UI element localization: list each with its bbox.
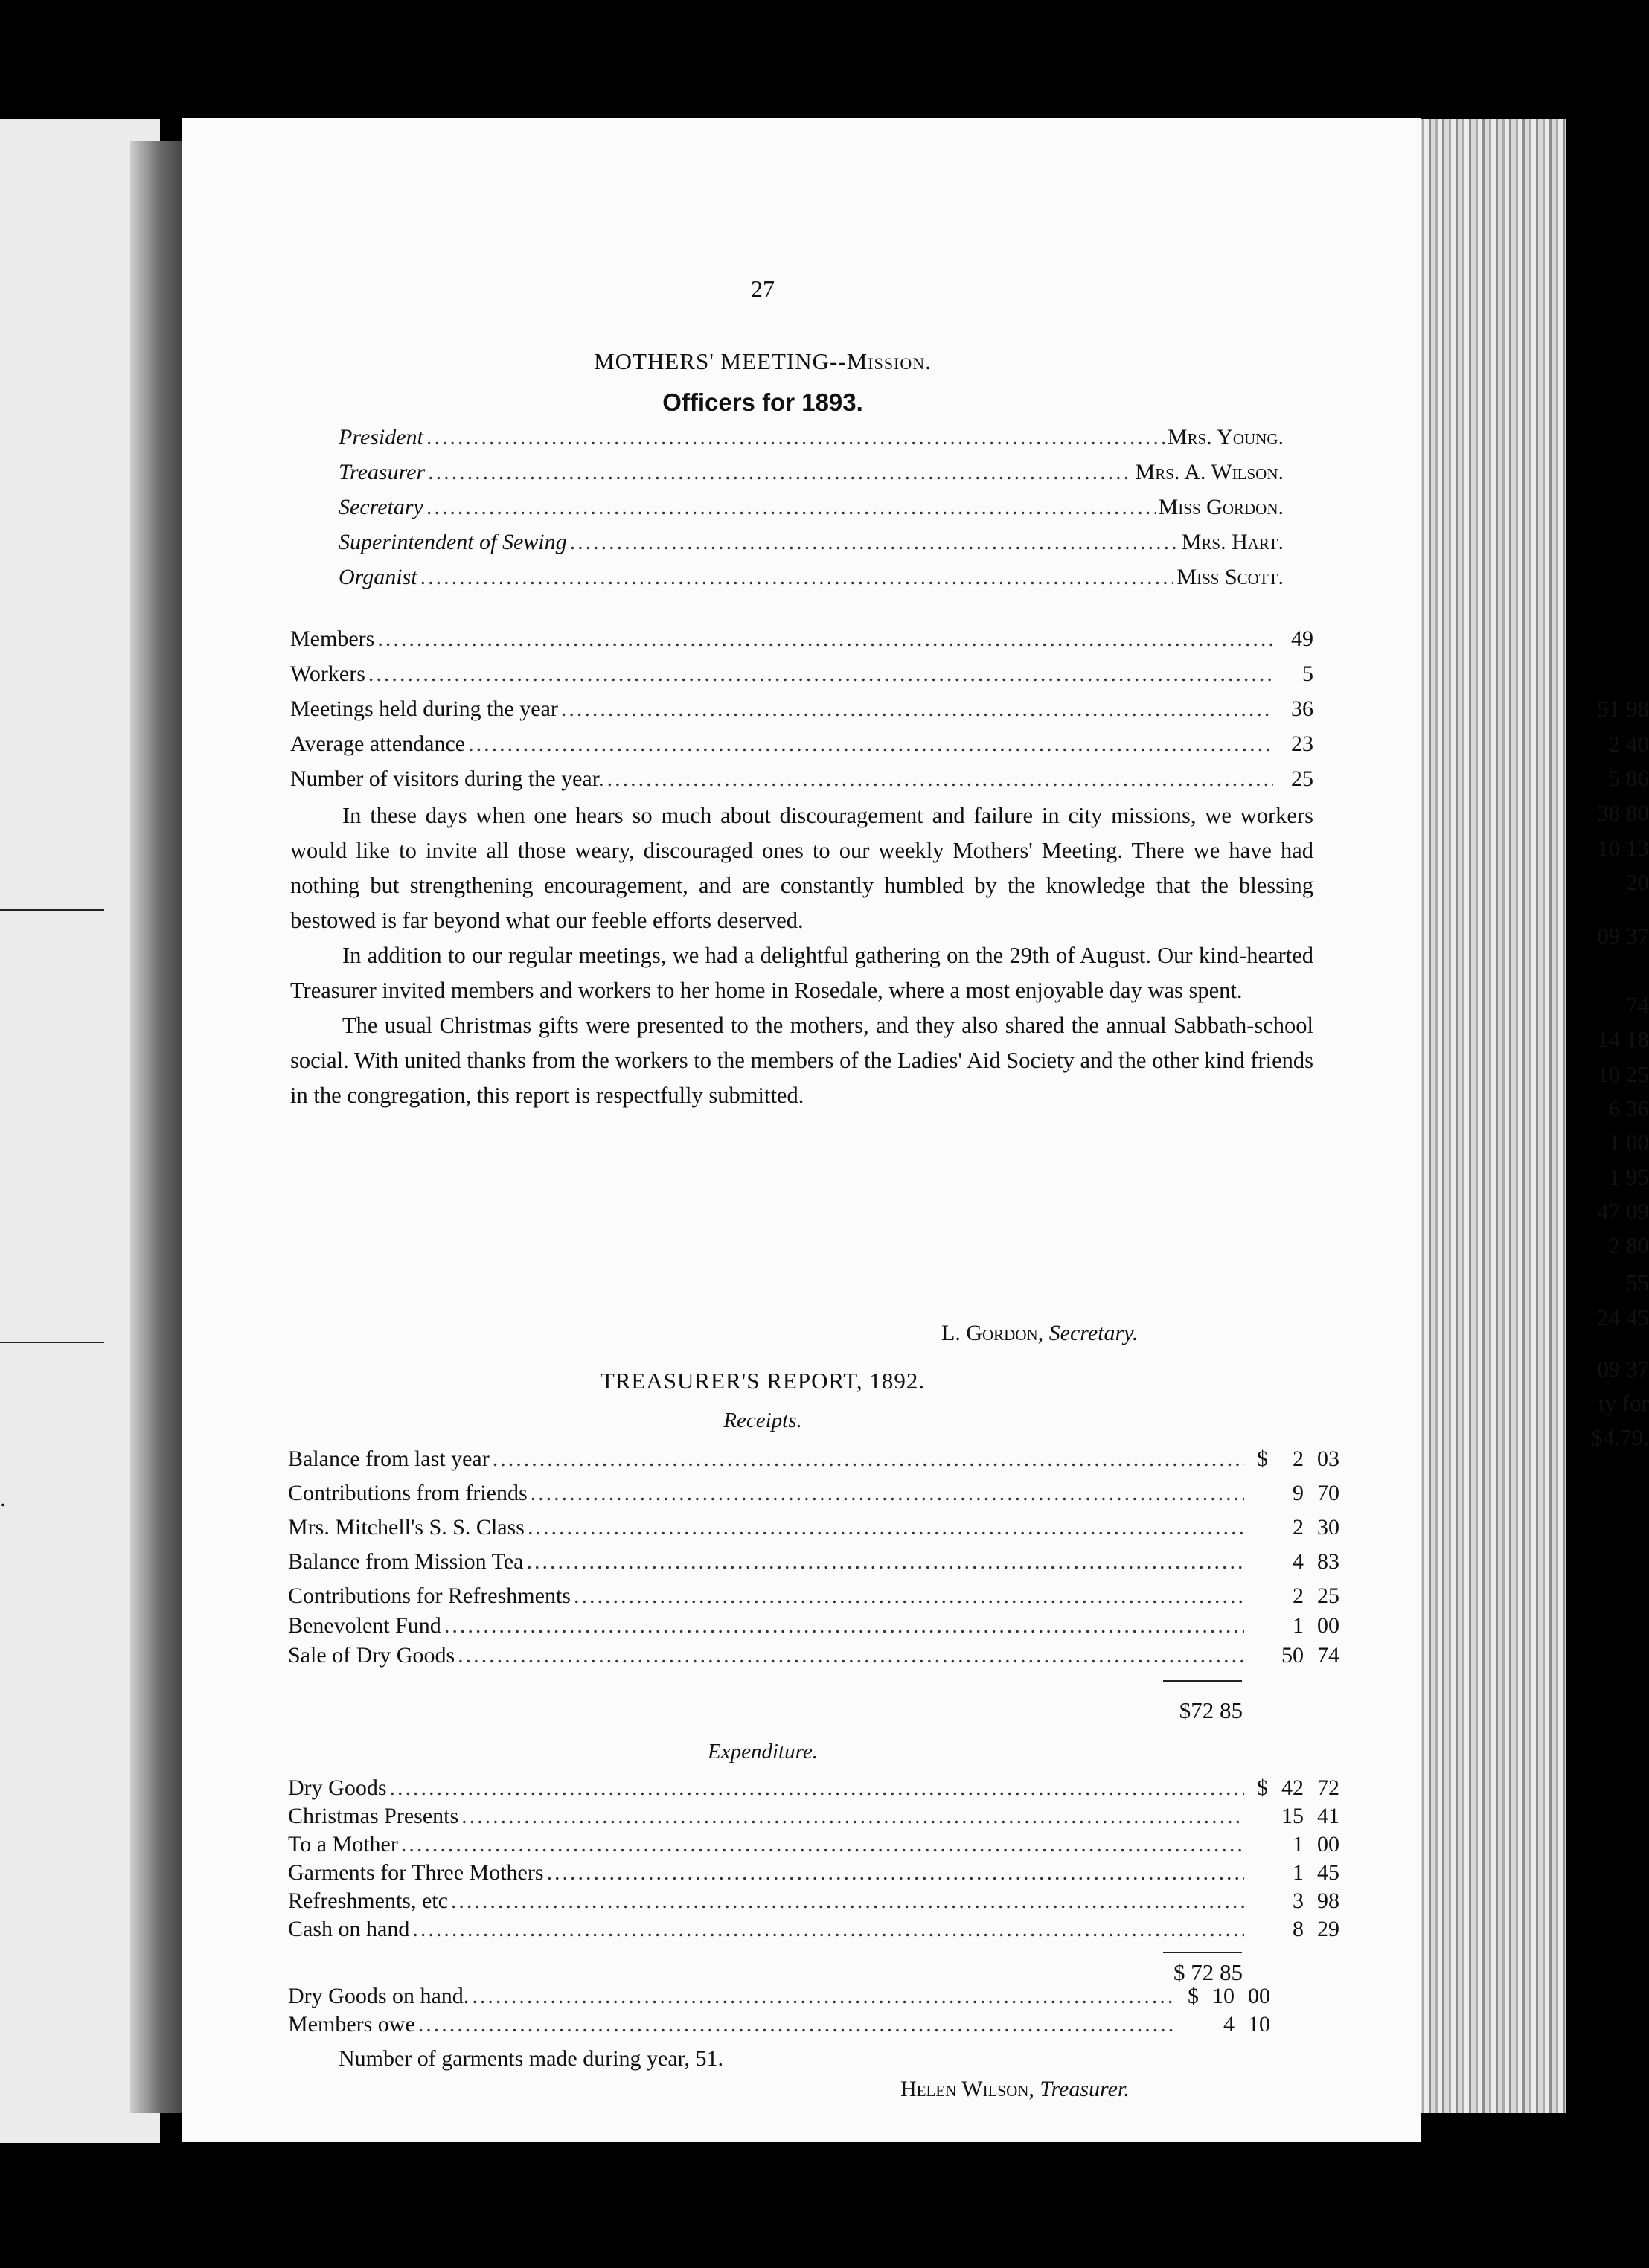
on-hand-label: Dry Goods on hand.: [288, 1984, 470, 2008]
expenditure-dollars: 1: [1293, 1860, 1304, 1885]
left-page-row: $4.79.: [1591, 1424, 1649, 1450]
stat-label: Meetings held during the year: [290, 696, 558, 721]
on-hand-dollars: 4: [1223, 2012, 1235, 2037]
stat-row: [290, 766, 1313, 792]
on-hand-cents: 10: [1248, 2012, 1270, 2037]
officer-row: [339, 530, 1284, 555]
expenditure-dollars: 42: [1281, 1775, 1304, 1800]
receipts-total-rule: [1163, 1680, 1242, 1682]
expenditure-cents: 45: [1317, 1860, 1339, 1885]
stat-label: Number of visitors during the year.: [290, 766, 604, 791]
left-page-row: .: [0, 1485, 6, 1511]
receipt-cents: 30: [1317, 1515, 1339, 1540]
mission-title: [182, 348, 1343, 375]
signature-title: Treasurer.: [1040, 2077, 1130, 2101]
receipts-total: $72 85: [1179, 1697, 1243, 1723]
officers-heading: Officers for 1893.: [662, 388, 863, 416]
expenditure-label: Christmas Presents: [288, 1804, 459, 1828]
page-edges: [1418, 119, 1566, 2113]
expenditure-dollars: 1: [1293, 1832, 1304, 1857]
officer-name: Mrs. Young.: [1167, 425, 1284, 449]
right-page: [182, 118, 1421, 2142]
expenditure-row: [288, 1917, 1339, 1942]
receipt-label: Balance from last year: [288, 1447, 490, 1471]
stat-value: 25: [1291, 766, 1313, 791]
expenditure-label: Garments for Three Mothers: [288, 1860, 544, 1885]
signature-name: Helen Wilson,: [900, 2077, 1034, 2101]
treasurer-signature: [900, 2077, 1130, 2102]
expenditure-row: [288, 1889, 1339, 1914]
receipt-cents: 70: [1317, 1481, 1339, 1505]
left-page-row: 10 13: [1597, 835, 1649, 861]
expenditure-cents: 41: [1317, 1804, 1339, 1828]
receipt-row: [288, 1481, 1339, 1506]
currency-sign: $: [1188, 1984, 1199, 2008]
stat-value: 23: [1291, 731, 1313, 756]
left-page-row: 5 86: [1608, 765, 1649, 791]
stat-row: [290, 627, 1313, 652]
currency-sign: $: [1257, 1775, 1268, 1800]
left-page-rule: [0, 1342, 104, 1343]
garments-note: Number of garments made during year, 51.: [339, 2046, 723, 2071]
left-page-row: 1 95: [1608, 1164, 1649, 1190]
officer-row: [339, 425, 1284, 450]
receipt-dollars: 2: [1293, 1515, 1304, 1540]
stat-value: 5: [1302, 662, 1313, 686]
receipt-dollars: 9: [1293, 1481, 1304, 1505]
receipts-heading: Receipts.: [723, 1409, 802, 1432]
receipt-label: Contributions for Refreshments: [288, 1583, 571, 1608]
left-page-row: ty for: [1598, 1390, 1649, 1416]
treasurer-heading: TREASURER'S REPORT, 1892.: [600, 1368, 926, 1394]
receipt-label: Balance from Mission Tea: [288, 1549, 524, 1574]
officer-role: Treasurer: [339, 460, 426, 484]
receipt-dollars: 2: [1293, 1447, 1304, 1471]
report-paragraph: The usual Christmas gifts were presented to the mothers, and they also shared the annual Sabbath-school social. With united thanks from the workers to the members of the Ladies' Aid Society and the other kind friends in the congregation, this report is respectfully submitted.: [290, 1013, 1313, 1108]
signature-title: Secretary.: [1048, 1321, 1139, 1345]
left-page-row: 20: [1626, 869, 1649, 895]
expenditure-row: [288, 1804, 1339, 1829]
secretary-signature: [941, 1321, 1138, 1346]
left-page-row: 14 18: [1597, 1026, 1649, 1052]
receipt-cents: 00: [1317, 1613, 1339, 1638]
officer-name: Miss Scott.: [1176, 565, 1284, 589]
left-page-row: 10 25: [1597, 1061, 1649, 1087]
on-hand-row: [288, 1984, 1270, 2009]
officer-row: [339, 460, 1284, 485]
mission-title-sub: Mission.: [846, 348, 932, 374]
report-body: [290, 798, 1313, 1113]
receipt-cents: 03: [1317, 1447, 1339, 1471]
stat-label: Workers: [290, 662, 365, 686]
officer-role: President: [339, 425, 423, 449]
officer-role: Secretary: [339, 495, 423, 519]
receipt-cents: 83: [1317, 1549, 1339, 1574]
expenditure-cents: 72: [1317, 1775, 1339, 1800]
expenditure-cents: 98: [1317, 1889, 1339, 1913]
officer-role: Superintendent of Sewing: [339, 530, 567, 554]
officer-row: [339, 565, 1284, 590]
report-paragraph: In addition to our regular meetings, we had a delightful gathering on the 29th of August. Our kind-hearted Treasurer invited members and workers to her home in Rosedale, where a most enjoyable day was spent.: [290, 943, 1313, 1003]
expenditure-cents: 29: [1317, 1917, 1339, 1941]
receipt-cents: 25: [1317, 1583, 1339, 1608]
expenditure-label: Cash on hand: [288, 1917, 410, 1941]
receipt-row: [288, 1613, 1339, 1638]
receipt-row: [288, 1515, 1339, 1540]
stat-label: Average attendance: [290, 731, 466, 756]
report-paragraph: In these days when one hears so much about discouragement and failure in city missions, we workers would like to invite all those weary, discouraged ones to our weekly Mothers' Meeting. There we have had nothing but strengthening encouragement, and are constantly humbled by the knowledge that the blessing bestowed is far beyond what our feeble efforts deserved.: [290, 803, 1313, 933]
officer-name: Miss Gordon.: [1158, 495, 1284, 519]
signature-name: L. Gordon,: [941, 1321, 1044, 1345]
expenditure-label: To a Mother: [288, 1832, 398, 1857]
left-page-row: 47 09: [1597, 1198, 1649, 1224]
expenditure-dollars: 3: [1293, 1889, 1304, 1913]
stat-row: [290, 662, 1313, 687]
on-hand-cents: 00: [1248, 1984, 1270, 2008]
receipt-row: [288, 1549, 1339, 1575]
left-page-row: 74: [1626, 992, 1649, 1018]
receipt-row: [288, 1447, 1339, 1472]
receipt-dollars: 50: [1281, 1643, 1304, 1668]
left-page-row: 09 37: [1597, 1356, 1649, 1382]
receipt-label: Contributions from friends: [288, 1481, 528, 1505]
left-page-row: 24 45: [1597, 1304, 1649, 1330]
receipt-label: Mrs. Mitchell's S. S. Class: [288, 1515, 525, 1540]
left-page-row: 09 37: [1597, 923, 1649, 949]
receipt-dollars: 1: [1293, 1613, 1304, 1638]
officer-row: [339, 495, 1284, 520]
officer-name: Mrs. Hart.: [1181, 530, 1284, 554]
left-page-row: 2 40: [1608, 731, 1649, 757]
expenditure-total: $ 72 85: [1173, 1959, 1243, 1985]
page-number: 27: [751, 275, 775, 302]
currency-sign: $: [1257, 1447, 1268, 1471]
receipt-row: [288, 1643, 1339, 1668]
left-page-row: 51 98: [1597, 696, 1649, 722]
receipt-cents: 74: [1317, 1643, 1339, 1668]
expenditure-total-rule: [1163, 1952, 1242, 1953]
stat-row: [290, 731, 1313, 757]
expenditure-row: [288, 1832, 1339, 1857]
left-page-row: 2 80: [1608, 1232, 1649, 1258]
left-page-rule: [0, 909, 104, 911]
receipt-dollars: 2: [1293, 1583, 1304, 1608]
receipt-dollars: 4: [1293, 1549, 1304, 1574]
stat-row: [290, 696, 1313, 722]
expenditure-dollars: 8: [1293, 1917, 1304, 1941]
officer-name: Mrs. A. Wilson.: [1135, 460, 1284, 484]
mission-title-main: MOTHERS' MEETING--: [594, 348, 847, 374]
left-page-row: 55: [1626, 1269, 1649, 1295]
on-hand-dollars: 10: [1212, 1984, 1235, 2008]
expenditure-cents: 00: [1317, 1832, 1339, 1857]
on-hand-label: Members owe: [288, 2012, 415, 2037]
stat-value: 49: [1291, 627, 1313, 651]
expenditure-label: Refreshments, etc: [288, 1889, 448, 1913]
stat-label: Members: [290, 627, 375, 651]
expenditure-dollars: 15: [1281, 1804, 1304, 1828]
left-page-row: 6 36: [1608, 1095, 1649, 1121]
receipt-label: Benevolent Fund: [288, 1613, 441, 1638]
receipt-label: Sale of Dry Goods: [288, 1643, 455, 1668]
expenditure-row: [288, 1775, 1339, 1801]
left-page-row: 38 80: [1597, 800, 1649, 826]
expenditure-heading: Expenditure.: [708, 1740, 818, 1764]
on-hand-row: [288, 2012, 1270, 2037]
stat-value: 36: [1291, 696, 1313, 721]
expenditure-row: [288, 1860, 1339, 1886]
officer-role: Organist: [339, 565, 417, 589]
expenditure-label: Dry Goods: [288, 1775, 387, 1800]
left-page-row: 1 00: [1608, 1130, 1649, 1156]
receipt-row: [288, 1583, 1339, 1609]
